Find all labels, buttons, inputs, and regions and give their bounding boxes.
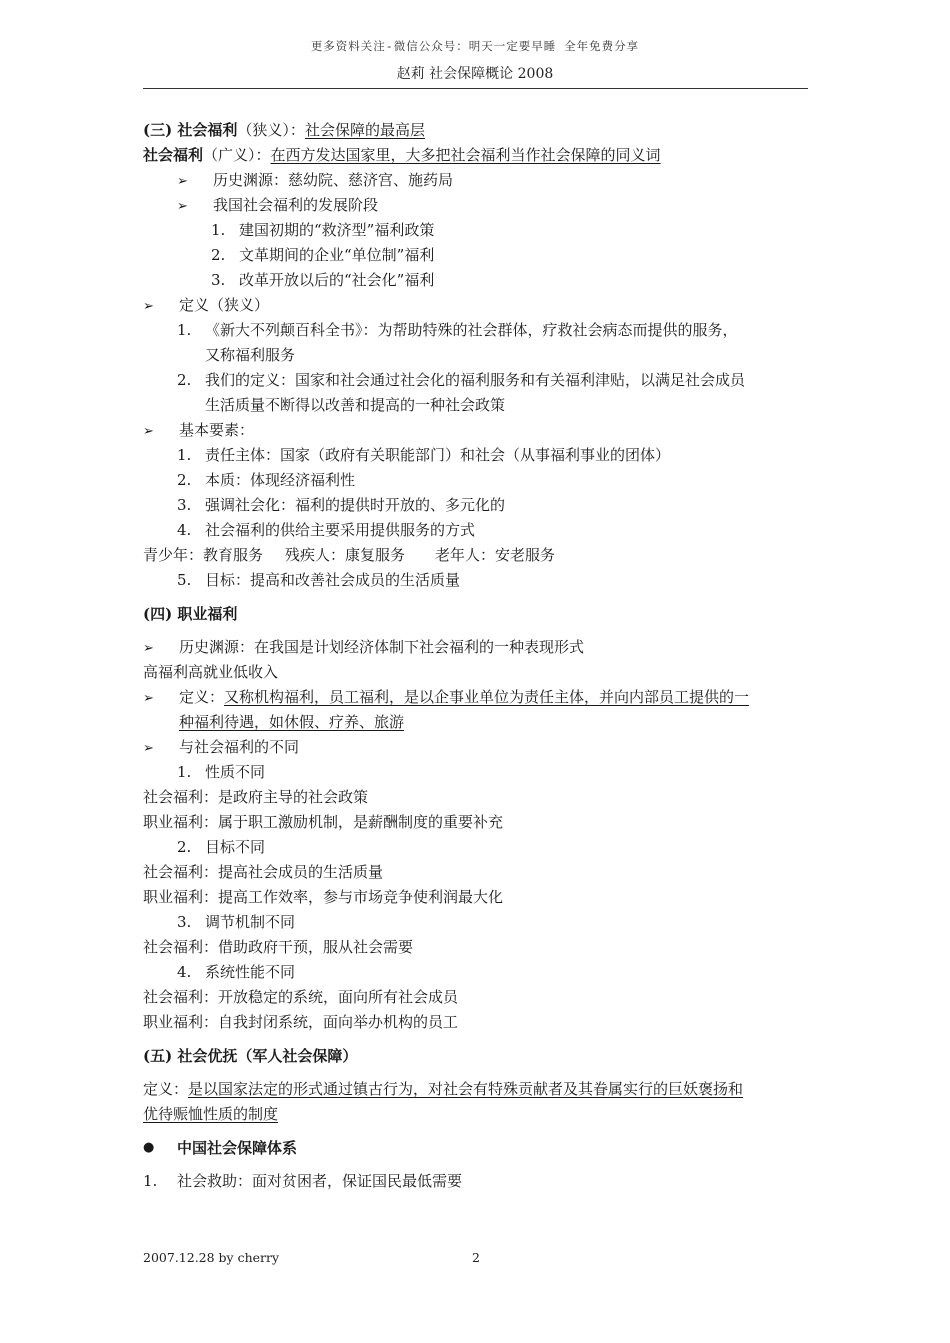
dot-bullet-icon: ● <box>143 1140 155 1155</box>
definition-line <box>143 1102 813 1127</box>
list-item <box>143 168 813 193</box>
section-3-title-definition: 社会保障的最高层 <box>304 121 425 139</box>
arrow-bullet-icon: ➢ <box>177 199 188 214</box>
service-groups-line <box>143 543 813 568</box>
definition-text: 是以国家法定的形式通过镇古行为，对社会有特殊贡献者及其眷属实行的巨妖褒扬和 <box>188 1080 744 1098</box>
list-item <box>143 568 813 593</box>
definition-2-text: 我们的定义：国家和社会通过社会化的福利服务和有关福利津贴，以满足社会成员 <box>205 371 746 389</box>
list-item <box>143 418 813 443</box>
differences-title: 与社会福利的不同 <box>179 738 300 756</box>
item-number: 1. <box>143 1172 158 1190</box>
comparison-text: 社会福利：提高社会成员的生活质量 <box>143 863 384 881</box>
item-number: 5. <box>177 571 192 589</box>
definition-1-text: 《新大不列颠百科全书》：为帮助特殊的社会群体，疗救社会病态而提供的服务， <box>205 321 738 339</box>
arrow-bullet-icon: ➢ <box>143 691 154 706</box>
note-text: 高福利高就业低收入 <box>143 663 279 681</box>
item-number: 3. <box>177 496 192 514</box>
list-item-continuation <box>143 710 813 735</box>
comparison-line <box>143 860 813 885</box>
comparison-line <box>143 810 813 835</box>
item-number: 4. <box>177 963 192 981</box>
item-number: 3. <box>211 271 226 289</box>
stage-text: 改革开放以后的“社会化”福利 <box>239 271 435 289</box>
item-number: 4. <box>177 521 192 539</box>
list-item <box>143 493 813 518</box>
comparison-line <box>143 935 813 960</box>
definition-text: 又称机构福利，员工福利，是以企事业单位为责任主体，并向内部员工提供的一 <box>224 688 750 706</box>
arrow-bullet-icon: ➢ <box>143 741 154 756</box>
broad-qualifier: （广义）： <box>203 146 271 164</box>
page-number: 2 <box>472 1250 480 1265</box>
list-item <box>143 518 813 543</box>
system-heading <box>143 1127 813 1169</box>
list-item <box>143 960 813 985</box>
broad-term: 社会福利 <box>143 146 204 164</box>
arrow-bullet-icon: ➢ <box>143 299 154 314</box>
comparison-text: 职业福利：提高工作效率，参与市场竞争使利润最大化 <box>143 888 504 906</box>
list-item-continuation <box>143 343 813 368</box>
definition-label: 定义： <box>179 688 225 706</box>
section-3-heading <box>143 118 813 143</box>
running-title: 赵莉 社会保障概论 2008 <box>396 66 554 82</box>
item-number: 2. <box>211 246 226 264</box>
document-body <box>143 118 813 1194</box>
list-item <box>143 468 813 493</box>
definition-continuation: 种福利待遇，如休假、疗养、旅游 <box>179 713 405 731</box>
group-youth: 青少年：教育服务 <box>143 546 264 564</box>
section-3-title-qualifier: （狭义）： <box>237 121 305 139</box>
item-number: 2. <box>177 838 192 856</box>
list-item <box>143 835 813 860</box>
list-item <box>143 368 813 393</box>
list-item <box>143 293 813 318</box>
item-number: 2. <box>177 371 192 389</box>
difference-title: 系统性能不同 <box>205 963 296 981</box>
section-3-title: (三) 社会福利 <box>143 121 238 139</box>
list-item <box>143 193 813 218</box>
comparison-line <box>143 885 813 910</box>
comparison-line <box>143 1010 813 1035</box>
item-number: 2. <box>177 471 192 489</box>
note-line <box>143 660 813 685</box>
group-disabled: 残疾人：康复服务 <box>285 546 406 564</box>
item-number: 1. <box>177 446 192 464</box>
list-item <box>143 685 813 710</box>
element-text: 强调社会化：福利的提供时开放的、多元化的 <box>205 496 506 514</box>
element-text: 本质：体现经济福利性 <box>205 471 356 489</box>
item-number: 3. <box>177 913 192 931</box>
element-text: 目标：提高和改善社会成员的生活质量 <box>205 571 461 589</box>
item-number: 1. <box>177 763 192 781</box>
definition-title: 定义（狭义） <box>179 296 270 314</box>
system-item-text: 社会救助：面对贫困者，保证国民最低需要 <box>177 1172 463 1190</box>
comparison-text: 社会福利：开放稳定的系统，面向所有社会成员 <box>143 988 459 1006</box>
definition-line <box>143 1077 813 1102</box>
element-text: 社会福利的供给主要采用提供服务的方式 <box>205 521 476 539</box>
arrow-bullet-icon: ➢ <box>177 174 188 189</box>
comparison-text: 社会福利：是政府主导的社会政策 <box>143 788 369 806</box>
list-item <box>143 243 813 268</box>
history-origin: 历史渊源：慈幼院、慈济宫、施药局 <box>213 171 454 189</box>
elements-title: 基本要素： <box>179 421 255 439</box>
list-item <box>143 635 813 660</box>
comparison-line <box>143 785 813 810</box>
section-5-heading <box>143 1035 813 1077</box>
stages-title: 我国社会福利的发展阶段 <box>213 196 379 214</box>
list-item <box>143 1169 813 1194</box>
history-origin: 历史渊源：在我国是计划经济体制下社会福利的一种表现形式 <box>179 638 585 656</box>
header-rule <box>143 88 808 89</box>
list-item <box>143 760 813 785</box>
list-item <box>143 218 813 243</box>
list-item-continuation <box>143 393 813 418</box>
comparison-text: 职业福利：自我封闭系统，面向举办机构的员工 <box>143 1013 459 1031</box>
list-item <box>143 268 813 293</box>
difference-title: 调节机制不同 <box>205 913 296 931</box>
comparison-line <box>143 985 813 1010</box>
group-elderly: 老年人：安老服务 <box>435 546 556 564</box>
section-4-title: (四) 职业福利 <box>143 605 238 623</box>
comparison-text: 职业福利：属于职工激励机制，是薪酬制度的重要补充 <box>143 813 504 831</box>
watermark-text: 更多资料关注-微信公众号：明天一定要早睡 全年免费分享 <box>310 39 640 53</box>
list-item <box>143 735 813 760</box>
item-number: 1. <box>211 221 226 239</box>
list-item <box>143 910 813 935</box>
definition-label: 定义： <box>143 1080 189 1098</box>
list-item <box>143 318 813 343</box>
element-text: 责任主体：国家（政府有关职能部门）和社会（从事福利事业的团体） <box>205 446 671 464</box>
section-4-heading <box>143 593 813 635</box>
system-title: 中国社会保障体系 <box>177 1139 298 1157</box>
definition-1-continuation: 又称福利服务 <box>205 346 296 364</box>
list-item <box>143 443 813 468</box>
broad-definition: 在西方发达国家里，大多把社会福利当作社会保障的同义词 <box>270 146 661 164</box>
definition-continuation: 优待赈恤性质的制度 <box>143 1105 279 1123</box>
footer-date-author: 2007.12.28 by cherry <box>143 1250 280 1265</box>
section-5-title: (五) 社会优抚（军人社会保障） <box>143 1047 358 1065</box>
difference-title: 性质不同 <box>205 763 266 781</box>
item-number: 1. <box>177 321 192 339</box>
arrow-bullet-icon: ➢ <box>143 641 154 656</box>
comparison-text: 社会福利：借助政府干预，服从社会需要 <box>143 938 414 956</box>
broad-definition-line <box>143 143 813 168</box>
definition-2-continuation: 生活质量不断得以改善和提高的一种社会政策 <box>205 396 506 414</box>
arrow-bullet-icon: ➢ <box>143 424 154 439</box>
stage-text: 建国初期的“救济型”福利政策 <box>239 221 435 239</box>
stage-text: 文革期间的企业“单位制”福利 <box>239 246 435 264</box>
difference-title: 目标不同 <box>205 838 266 856</box>
